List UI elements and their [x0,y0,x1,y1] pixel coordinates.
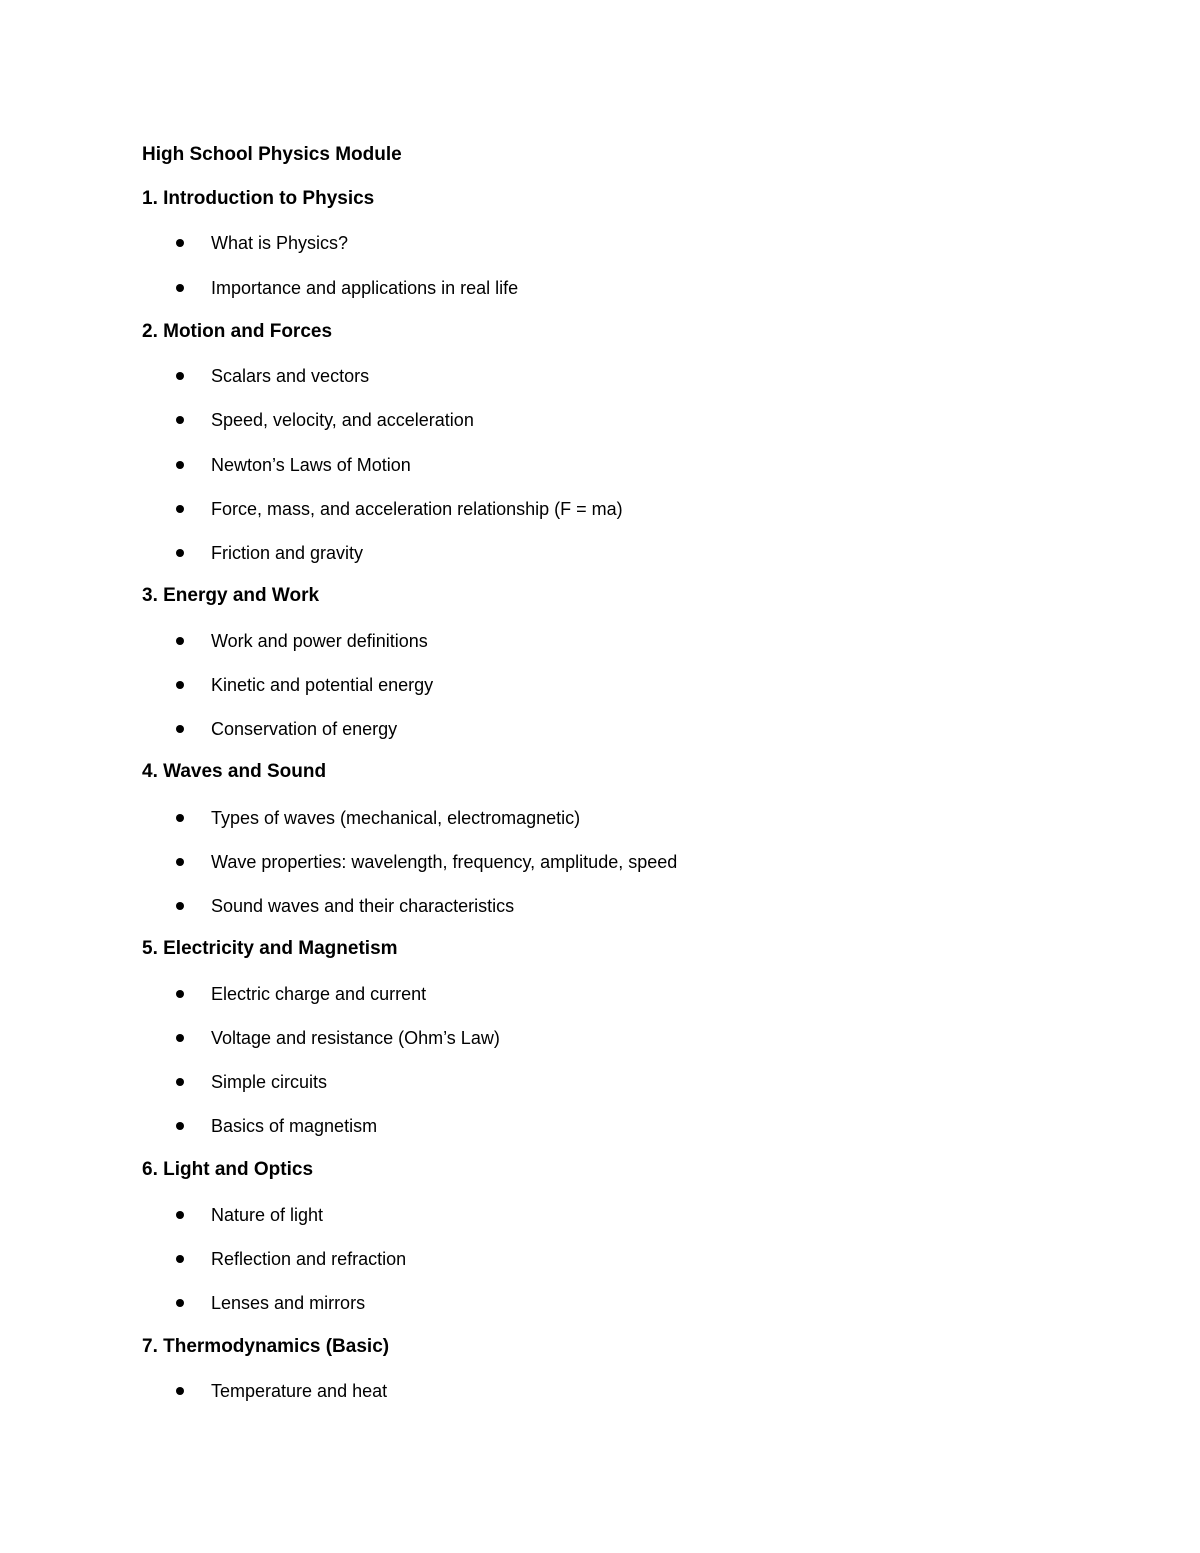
bullet-icon [176,239,184,247]
bullet-icon [176,372,184,380]
section-heading: 7. Thermodynamics (Basic) [142,1336,390,1357]
bullet-icon [176,284,184,292]
bullet-icon [176,1122,184,1130]
list-item-text: Work and power definitions [211,631,428,651]
section-heading: 1. Introduction to Physics [142,188,375,209]
bullet-icon [176,681,184,689]
bullet-icon [176,725,184,733]
section-heading: 3. Energy and Work [142,585,320,606]
list-item-text: Scalars and vectors [211,366,370,386]
list-item-text: Kinetic and potential energy [211,675,434,695]
section-heading: 4. Waves and Sound [142,761,327,782]
list-item-text: Sound waves and their characteristics [211,896,515,916]
list-item-text: Wave properties: wavelength, frequency, amplitude, speed [211,852,678,872]
list-item-text: Newton’s Laws of Motion [211,455,411,475]
list-item-text: Types of waves (mechanical, electromagnetic) [211,808,581,828]
bullet-icon [176,549,184,557]
list-item-text: Basics of magnetism [211,1116,378,1136]
list-item-text: Voltage and resistance (Ohm’s Law) [211,1028,500,1048]
section-heading: 6. Light and Optics [142,1159,314,1180]
section-heading: 5. Electricity and Magnetism [142,938,398,959]
list-item-text: Temperature and heat [211,1381,388,1401]
bullet-icon [176,990,184,998]
bullet-icon [176,1299,184,1307]
list-item-text: Nature of light [211,1205,324,1225]
list-item-text: Conservation of energy [211,719,398,739]
list-item-text: Speed, velocity, and acceleration [211,410,474,430]
list-item-text: Friction and gravity [211,543,364,563]
bullet-icon [176,1211,184,1219]
bullet-icon [176,1078,184,1086]
section-heading: 2. Motion and Forces [142,321,333,342]
list-item-text: Electric charge and current [211,984,427,1004]
document-title: High School Physics Module [142,144,402,165]
bullet-icon [176,416,184,424]
bullet-icon [176,814,184,822]
bullet-icon [176,1255,184,1263]
list-item-text: Force, mass, and acceleration relationship (F = ma) [211,499,623,519]
list-item-text: Lenses and mirrors [211,1293,366,1313]
bullet-icon [176,1034,184,1042]
list-item-text: What is Physics? [211,233,349,253]
bullet-icon [176,505,184,513]
bullet-icon [176,1387,184,1395]
bullet-icon [176,858,184,866]
list-item-text: Simple circuits [211,1072,328,1092]
list-item-text: Reflection and refraction [211,1249,407,1269]
bullet-icon [176,902,184,910]
bullet-icon [176,461,184,469]
bullet-icon [176,637,184,645]
list-item-text: Importance and applications in real life [211,278,519,298]
